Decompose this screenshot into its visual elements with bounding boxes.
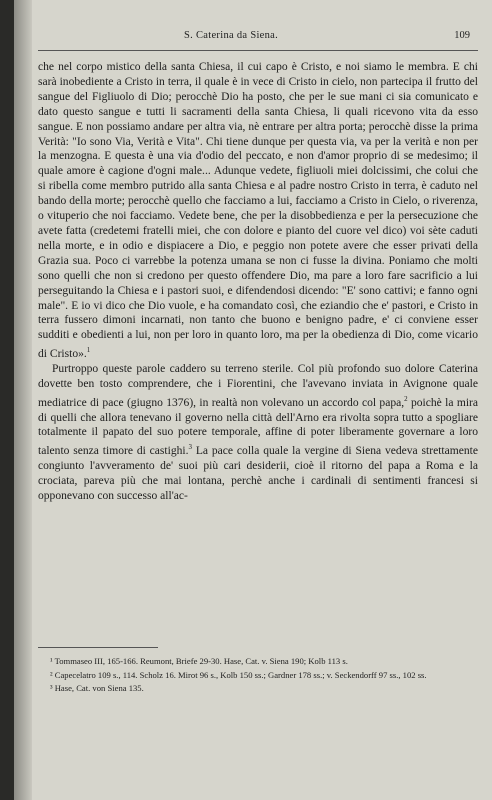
paragraph-1 bbox=[38, 60, 478, 362]
running-head: S. Caterina da Siena. bbox=[184, 30, 279, 41]
footnote-rule bbox=[38, 647, 158, 648]
paragraph-2 bbox=[38, 362, 478, 504]
footnote-2: ² Capecelatro 109 s., 114. Scholz 16. Mirot 96 s., Kolb 150 ss.; Gardner 178 ss.; v. Seckendorff 97 ss., 102 ss. bbox=[50, 669, 427, 680]
page-number: 109 bbox=[454, 30, 470, 41]
footnote-3: ³ Hase, Cat. von Siena 135. bbox=[50, 683, 144, 693]
paragraph-2-text-a: Purtroppo queste parole caddero su terreno sterile. Col più profondo suo dolore Caterina dovette ben tosto comprendere, che i Fiorentini, che l'avevano inviata in Avignone quale mediatrice di pace (giugno 1376), in realtà non volevano un accordo col papa, bbox=[38, 362, 478, 409]
footnote-1: ¹ Tommaseo III, 165-166. Reumont, Briefe 29-30. Hase, Cat. v. Siena 190; Kolb 113 s. bbox=[50, 656, 348, 666]
paragraph-1-text: che nel corpo mistico della santa Chiesa, il cui capo è Cristo, e noi siamo le membra. E chi sarà inobediente a Cristo in terra, il quale è in vece di Cristo in cielo, non partecipa il frutto del sangue del Figliuolo di Dio; perocchè Dio ha posto, che per le sue mani ci sia comunicato e dato questo sangue e tutti li sacramenti della santa Chiesa, li quali ricevono vita da esso sangue. E non possiamo andare per altra via, nè entrare per altra porta; perocchè disse la prima Verità: "Io sono Via, Verità e Vita". Chi tiene dunque per questa via, va per la verità e non per la menzogna. E questa è una via d'odio del peccato, e non d'amor proprio di se medesimo; il quale amore è cagione d'ogni male... Adunque vedete, figliuoli miei dolcissimi, che colui che si ribella come membro putrido alla santa Chiesa e al padre nostro Cristo in terra, è caduto nel bando della morte; perocchè quello che facciamo a lui, facciamo a Cristo in Cielo, o riverenza, o vituperio che noi facciamo. Vedete bene, che per la disobbedienza e per la persecuzione che avete fatta (credetemi fratelli miei, che con dolore e pianto del cuore vel dico) voi sète caduti nella morte, e in odio e dispiacere a Dio, e peggio non potete avere che esser privati della Grazia sua. Poco ci varrebbe la potenza umana se non ci fusse la divina. Poniamo che molti sono quelli che non si credono per questo offendere Dio, ma pare a loro fare sacrificio a lui perseguitando la Chiesa e i pastori suoi, e difendendosi dicendo: "E' sono cattivi; e fanno ogni male". E io vi dico che Dio vuole, e ha comandato così, che eziandio che e' pastori, e Cristo in terra fussero dimoni incarnati, non tanto che buono e benigno padre, e' ci conviene esser sudditi e obedienti a lui, non per loro in quanto loro, ma per la obedienza di Dio, come vicario di Cristo». bbox=[38, 61, 478, 361]
page-header bbox=[14, 30, 492, 46]
binding-gutter bbox=[14, 0, 32, 800]
footnote-ref-3: 3 bbox=[188, 443, 192, 452]
paragraph-2-text-b: poichè la mira di quelli che allora tenevano il governo nella città dell'Arno era rivolta sopra tutto a spogliare totalmente il papato del suo potere temporale, affine di poter liberamente governare a loro talento senza timore di castighi. bbox=[38, 396, 478, 458]
footnote-ref-2: 2 bbox=[404, 394, 408, 403]
body-text bbox=[38, 60, 478, 504]
paragraph-2-text-c: La pace colla quale la vergine di Siena vedeva strettamente congiunto l'avveramento de' suoi più cari desiderii, cioè il ritorno del papa a Roma e la crociata, pareva più che mai lontana, perchè anche i cardinali di sentimenti francesi si opponevano con successo all'ac- bbox=[38, 445, 478, 502]
footnote-ref-1: 1 bbox=[86, 346, 91, 355]
header-rule bbox=[38, 50, 478, 51]
footnotes bbox=[38, 655, 478, 696]
book-page bbox=[14, 0, 492, 800]
